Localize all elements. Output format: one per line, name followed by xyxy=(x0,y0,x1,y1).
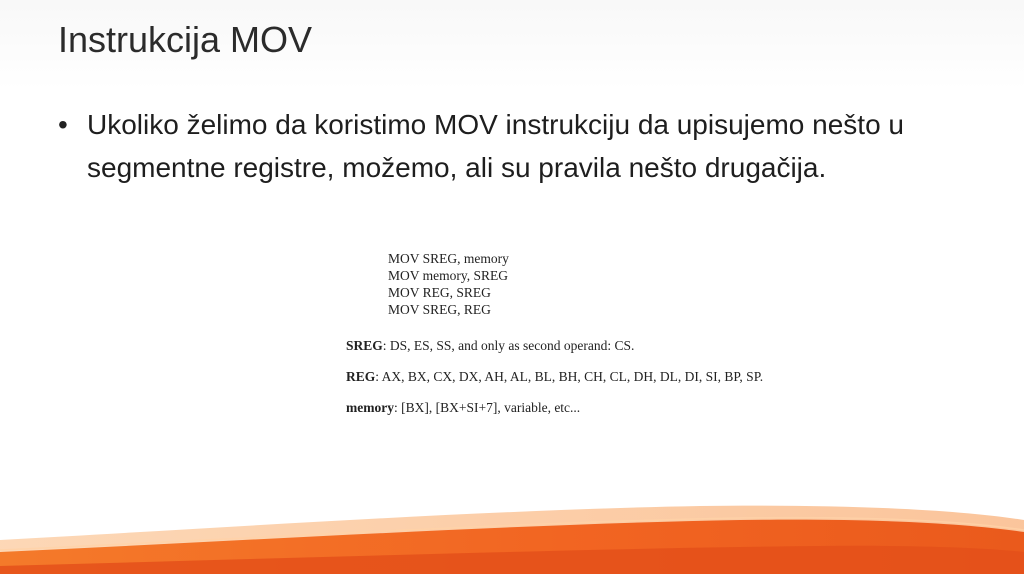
code-line: MOV SREG, memory xyxy=(388,251,509,266)
definition-term: SREG xyxy=(346,338,383,353)
definition-term: REG xyxy=(346,369,376,384)
bullet-marker: • xyxy=(58,109,68,140)
definition-description: AX, BX, CX, DX, AH, AL, BL, BH, CH, CL, DH, DL, DI, SI, BP, SP. xyxy=(381,369,764,384)
definition-reg xyxy=(346,369,763,385)
definition-separator: : xyxy=(393,400,402,415)
definition-description: DS, ES, SS, and only as second operand: CS. xyxy=(389,338,635,353)
bullet-text: Ukoliko želimo da koristimo MOV instrukciju da upisujemo nešto u segmentne registre, možemo, ali su pravila nešto drugačija. xyxy=(87,109,904,183)
definition-separator: : xyxy=(382,338,390,353)
code-line: MOV SREG, REG xyxy=(388,302,491,317)
code-line: MOV memory, SREG xyxy=(388,268,509,283)
definition-memory xyxy=(346,400,763,416)
slide-title: Instrukcija MOV xyxy=(58,19,313,60)
definition-sreg xyxy=(346,338,763,354)
orange-wave-decoration xyxy=(0,480,1024,574)
operand-definitions xyxy=(346,338,763,431)
code-line: MOV REG, SREG xyxy=(388,285,491,300)
definition-description: [BX], [BX+SI+7], variable, etc... xyxy=(401,400,581,415)
definition-separator: : xyxy=(375,369,382,384)
definition-term: memory xyxy=(346,400,394,415)
code-block xyxy=(388,250,509,318)
